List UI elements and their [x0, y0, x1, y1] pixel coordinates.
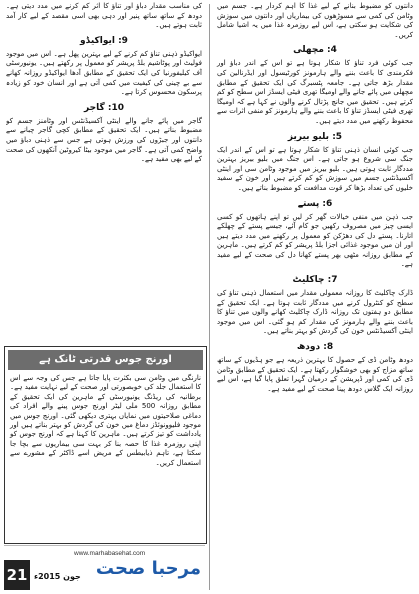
page-number: 21	[4, 560, 30, 590]
orange-juice-box	[4, 346, 207, 544]
paragraph-avocado: ایواکیڈو ذہنی تناؤ کم کرنے کے لیے بہترین پھل ہے۔ اس میں موجود فولیٹ اور پوٹاشیم بلڈ پریشر کو معمول پر رکھتے ہیں۔ یونیورسٹی آف کیلیفورنیا کی ایک تحقیق کے مطابق آدھا ایواکیڈو روزانہ کھانے سے بے چینی کی کیفیت میں کمی آتی ہے اور انسان خود کو زیادہ پرسکون محسوس کرتا ہے۔	[6, 49, 202, 97]
heading-milk: 8: دودھ	[296, 342, 334, 353]
box-title: اورنج جوس قدرتی ٹانک ہے	[8, 350, 203, 370]
website-url: www.marhabasehat.com	[74, 550, 146, 557]
heading-blueberries: 5: بلیو بیریز	[287, 131, 343, 142]
heading-pistachios: 6: پستے	[297, 198, 333, 209]
magazine-logo: مرحبا صحت	[95, 558, 201, 579]
heading-fish: 4: مچھلی	[293, 45, 337, 56]
right-column-intro: دانتوں کو مضبوط بنانے کے لیے غذا کا اہم کردار ہے۔ جسم میں وٹامن کی کمی سے مسوڑھوں کی بیماریاں اور دانتوں میں سوزش کی شکایت ہو سکتی ہے، اس لیے روزمرہ غذا میں یہ اشیا شامل کریں۔	[217, 2, 413, 39]
paragraph-chocolate: ڈارک چاکلیٹ کا روزانہ معمولی مقدار میں استعمال ذہنی تناؤ کی سطح کو کنٹرول کرنے میں مددگار ثابت ہوتا ہے۔ ایک تحقیق کے مطابق دو ہفتوں تک روزانہ ڈارک چاکلیٹ کھانے والوں میں تناؤ کا باعث بننے والے ہارمونز کی مقدار کم ہو گئی۔ اس میں موجود اینٹی آکسیڈنٹس خون کی گردش کو بہتر بناتے ہیں۔	[217, 289, 413, 336]
page-footer	[4, 545, 205, 592]
paragraph-milk: دودھ وٹامن ڈی کے حصول کا بہترین ذریعہ ہے جو ہڈیوں کے ساتھ ساتھ مزاج کو بھی خوشگوار رکھتا ہے۔ ایک تحقیق کے مطابق وٹامن ڈی کی کمی اور ڈپریشن کے درمیان گہرا تعلق پایا گیا ہے، اس لیے روزانہ ایک گلاس دودھ پینا صحت کے لیے مفید ہے۔	[217, 356, 413, 393]
heading-carrot: 10: گاجر	[84, 102, 124, 113]
heading-chocolate: 7: چاکلیٹ	[292, 275, 338, 286]
issue-date: جون 2015ء	[34, 572, 81, 581]
right-column	[217, 2, 413, 397]
left-column	[6, 2, 202, 342]
heading-avocado: 9: ایواکیڈو	[80, 35, 128, 46]
left-column-intro: کی مناسب مقدار دباؤ اور تناؤ کا اثر کم کرنے میں مدد دیتی ہے۔ دودھ کے ساتھ ساتھ پنیر اور دہی بھی اسی مقصد کے لیے کار آمد ثابت ہوتے ہیں۔	[6, 2, 202, 30]
box-text: نارنگی میں وٹامن سی بکثرت پایا جاتا ہے جس کی وجہ سے اس کا استعمال جلد کی خوبصورتی اور صحت کے لیے نہایت مفید ہے۔ برطانیہ کی ریڈنگ یونیورسٹی کے ماہرین کی ایک تحقیق کے مطابق روزانہ 500 ملی لیٹر اورنج جوس پینے والے افراد کی دماغی صلاحیتوں میں نمایاں بہتری دیکھی گئی۔ اورنج جوس میں موجود فلیوونوئڈز دماغ میں خون کی گردش کو بہتر بناتے ہیں اور یادداشت کو تیز کرتے ہیں۔ ماہرین کا کہنا ہے کہ اورنج جوس کو اپنی روزمرہ غذا کا حصہ بنا کر بہت سی بیماریوں سے بچا جا سکتا ہے، تاہم ذیابیطس کے مریض اسے ڈاکٹر کے مشورے سے استعمال کریں۔	[10, 374, 201, 467]
paragraph-carrot: گاجر میں پائے جانے والے اینٹی آکسیڈنٹس اور وٹامنز جسم کو مضبوط بناتے ہیں۔ ایک تحقیق کے مطابق کچی گاجر چبانے سے دانتوں اور جبڑوں کی ورزش ہوتی ہے جس سے ذہنی دباؤ میں واضح کمی آتی ہے۔ گاجر میں موجود بیٹا کیروٹین آنکھوں کی صحت کے لیے بھی مفید ہے۔	[6, 116, 202, 164]
paragraph-pistachios: جب ذہن میں منفی خیالات گھر کر لیں تو اپنے ہاتھوں کو کسی ایسی چیز میں مصروف رکھیں جو کام آئے، جیسے پستے کے چھلکے اتارنا۔ پستے دل کی دھڑکن کو معمول پر رکھنے میں مدد دیتے ہیں اور ان میں موجود غذائی اجزا بلڈ پریشر کو کم کرتے ہیں۔ ماہرین کے مطابق روزانہ مٹھی بھر پستے کھانا دل کی صحت کے لیے مفید ہے۔	[217, 212, 413, 269]
column-divider	[209, 4, 210, 590]
paragraph-fish: جب کوئی فرد تناؤ کا شکار ہوتا ہے تو اس کے اندر دباؤ اور فکرمندی کا باعث بننے والے ہارمونز کورٹیسول اور ایڈرنالین کی مقدار بڑھ جاتی ہے۔ جامعہ پٹسبرگ کی ایک تحقیق کے مطابق مچھلی میں پائے جانے والے اومیگا تھری فیٹی ایسڈز اس سطح کو کم کرتے ہیں۔ تحقیق میں جانچ پڑتال کرنے والوں نے کہا ہے کہ اومیگا تھری فیٹی ایسڈز تناؤ کا باعث بننے والے ہارمونز کو منفی اثرات سے محفوظ رکھنے میں مدد دیتے ہیں۔	[217, 59, 413, 125]
paragraph-blueberries: جب کوئی انسان ذہنی تناؤ کا شکار ہوتا ہے تو اس کے اندر ایک جنگ سی شروع ہو جاتی ہے۔ اس جنگ میں بلیو بیریز بہترین مددگار ثابت ہوتی ہیں۔ بلیو بیریز میں موجود وٹامن سی اور اینٹی آکسیڈنٹس جسم میں سوزش کو کم کرتے ہیں اور خون کے سفید خلیوں کی تعداد بڑھا کر قوت مدافعت کو مضبوط بناتے ہیں۔	[217, 145, 413, 192]
